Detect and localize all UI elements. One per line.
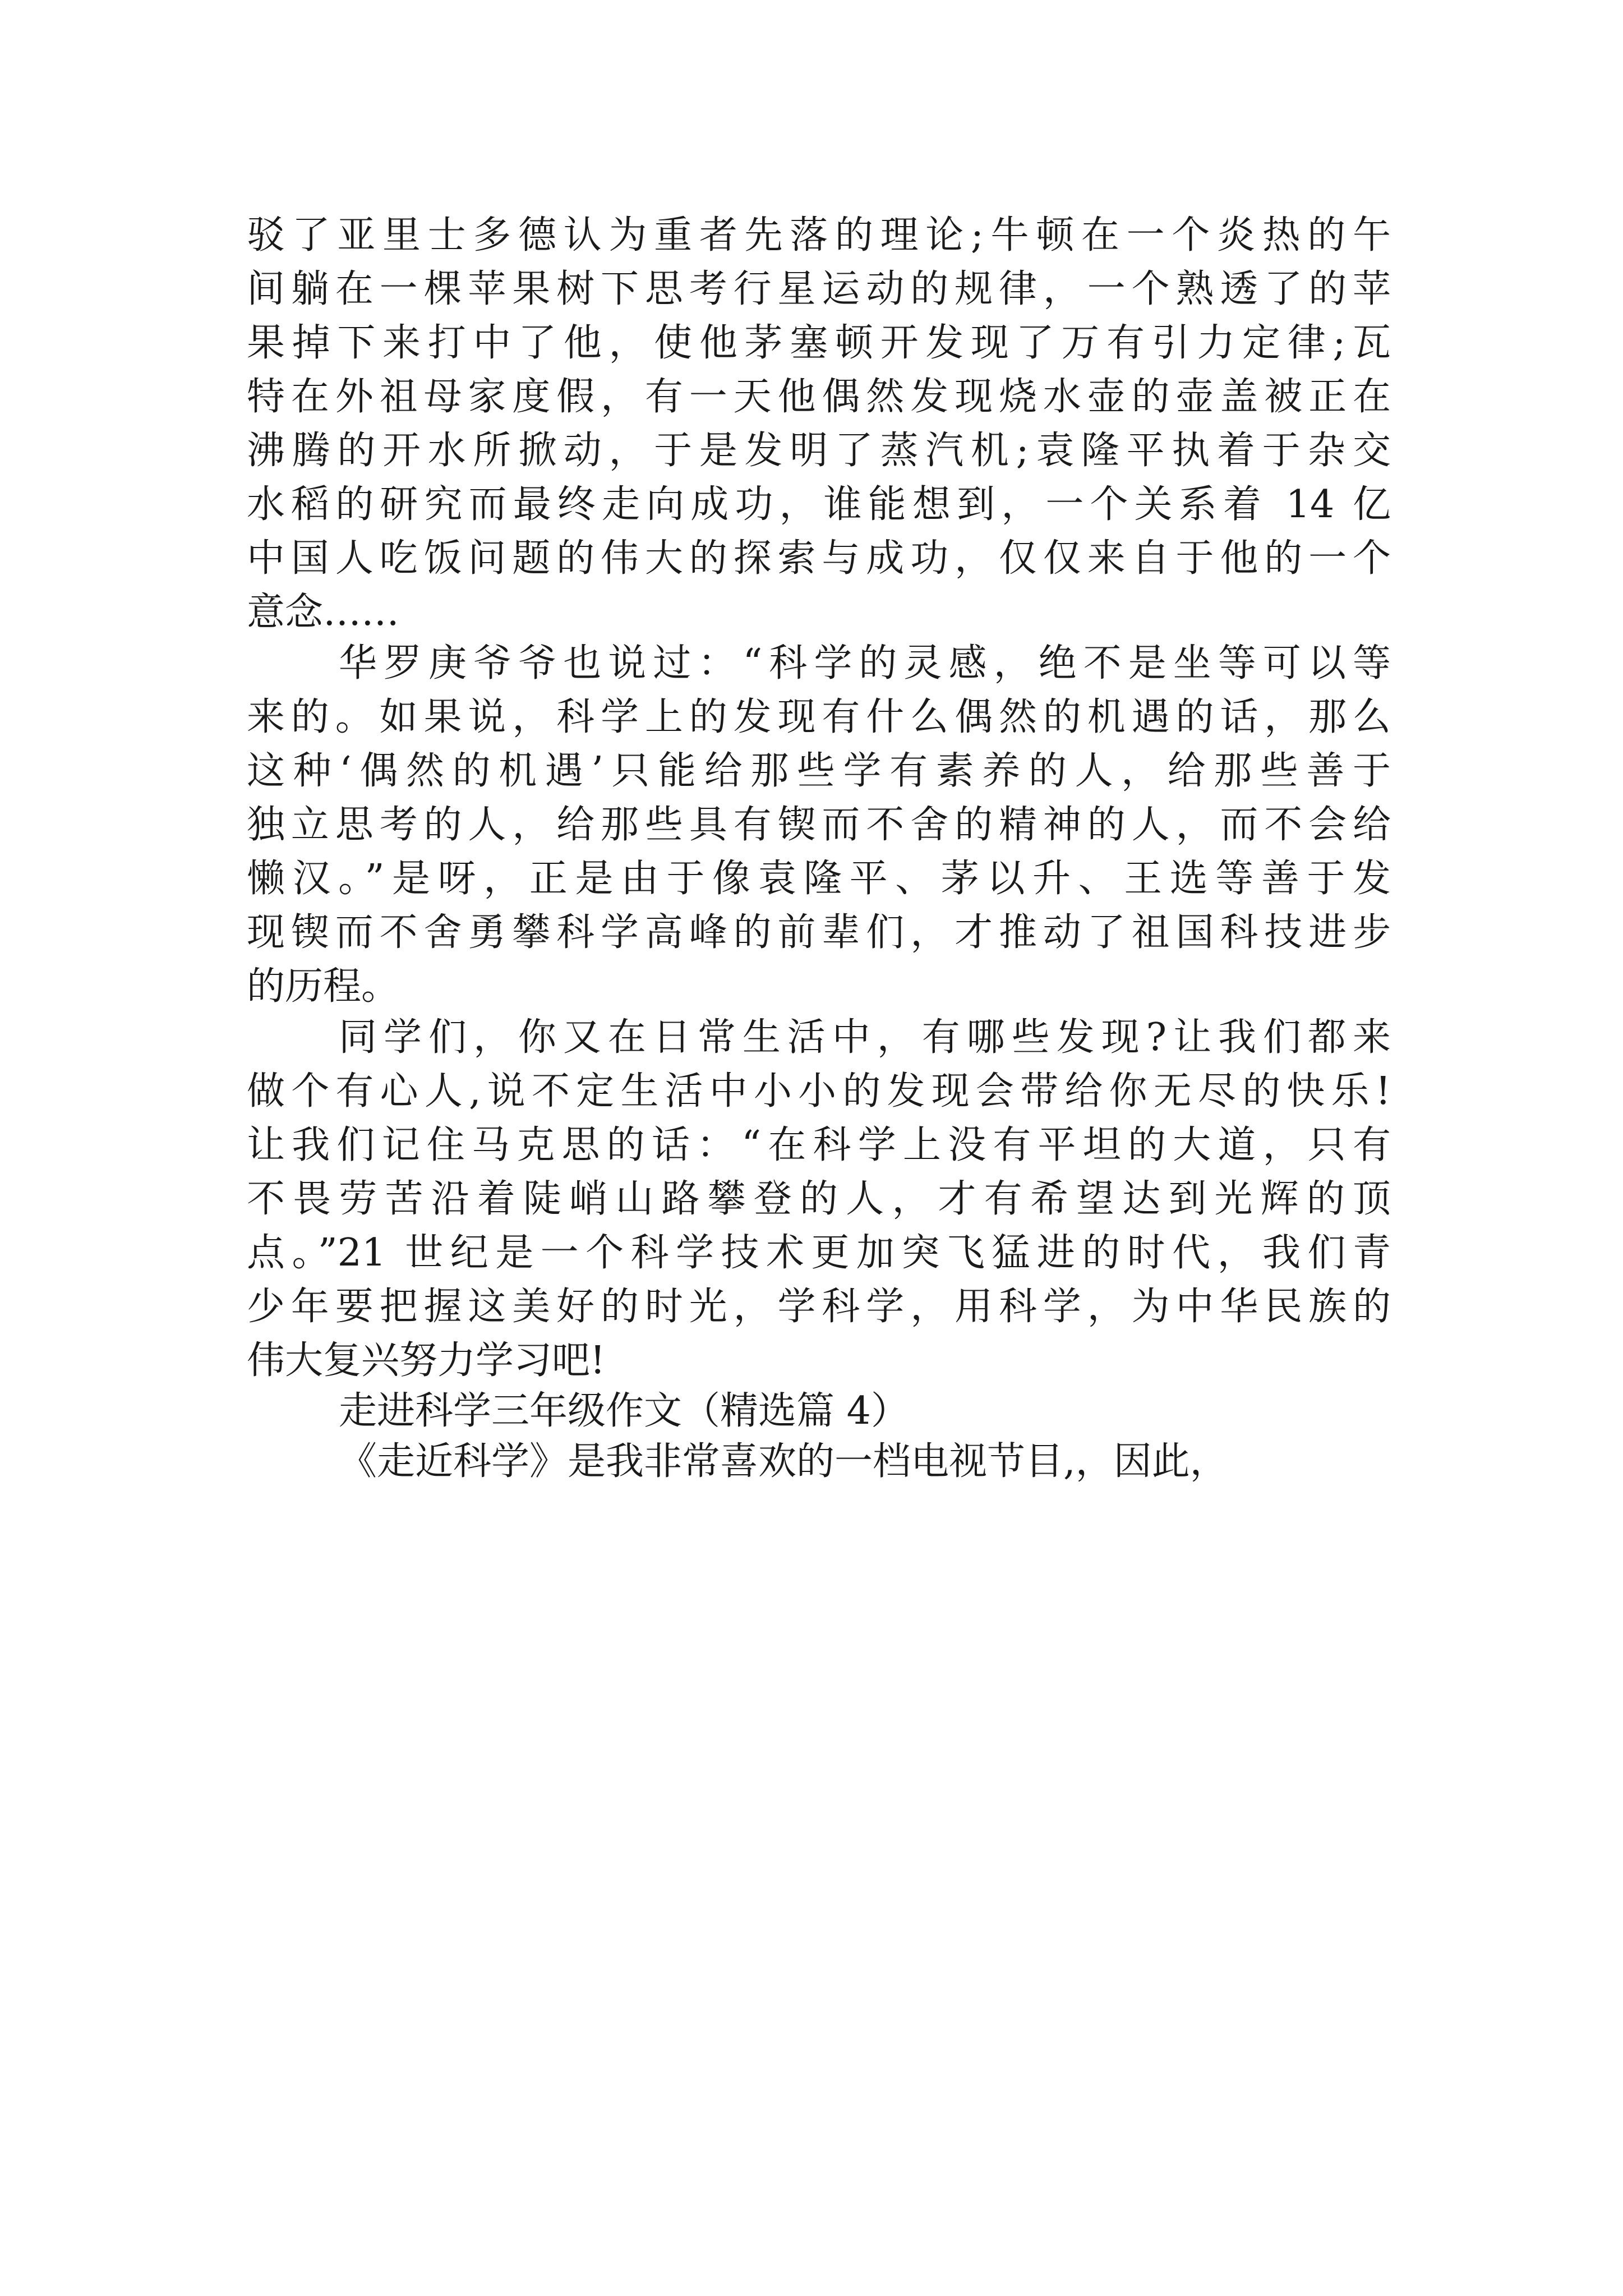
text-line: 华罗庚爷爷也说过：“科学的灵感，绝不是坐等可以等 (339, 641, 1391, 685)
section-heading: 走进科学三年级作文（精选篇 4） (339, 1389, 909, 1433)
text-line: 独立思考的人，给那些具有锲而不舍的精神的人，而不会给 (247, 803, 1391, 847)
text-line: 让我们记住马克思的话：“在科学上没有平坦的大道，只有 (247, 1123, 1391, 1167)
text-line: 中国人吃饭问题的伟大的探索与成功，仅仅来自于他的一个 (247, 536, 1391, 581)
text-line: 特在外祖母家度假，有一天他偶然发现烧水壶的壶盖被正在 (247, 375, 1391, 419)
text-line: 水稻的研究而最终走向成功，谁能想到，一个关系着 14 亿 (247, 482, 1391, 527)
text-line: 驳了亚里士多德认为重者先落的理论;牛顿在一个炎热的午 (247, 213, 1391, 257)
text-line: 少年要把握这美好的时光，学科学，用科学，为中华民族的 (247, 1285, 1391, 1329)
text-line: 同学们，你又在日常生活中，有哪些发现?让我们都来 (339, 1015, 1391, 1060)
text-line: 伟大复兴努力学习吧! (247, 1338, 606, 1383)
text-line: 点。”21 世纪是一个科学技术更加突飞猛进的时代，我们青 (247, 1231, 1391, 1275)
text-line: 懒汉。”是呀，正是由于像袁隆平、茅以升、王选等善于发 (247, 857, 1391, 901)
text-line: 不畏劳苦沿着陡峭山路攀登的人，才有希望达到光辉的顶 (247, 1177, 1391, 1221)
text-line: 的历程。 (247, 964, 400, 1009)
text-line: 《走近科学》是我非常喜欢的一档电视节目,，因此， (339, 1439, 1228, 1484)
text-line: 做个有心人,说不定生活中小小的发现会带给你无尽的快乐! (247, 1069, 1391, 1114)
text-line: 间躺在一棵苹果树下思考行星运动的规律，一个熟透了的苹 (247, 267, 1391, 311)
text-line: 现锲而不舍勇攀科学高峰的前辈们，才推动了祖国科技进步 (247, 910, 1391, 955)
text-line: 果掉下来打中了他，使他茅塞顿开发现了万有引力定律;瓦 (247, 321, 1391, 365)
text-line: 这种‘偶然的机遇’只能给那些学有素养的人，给那些善于 (247, 749, 1391, 793)
text-line: 沸腾的开水所掀动，于是发明了蒸汽机;袁隆平执着于杂交 (247, 429, 1391, 473)
text-line: 意念…… (247, 590, 400, 634)
text-line: 来的。如果说，科学上的发现有什么偶然的机遇的话，那么 (247, 695, 1391, 739)
